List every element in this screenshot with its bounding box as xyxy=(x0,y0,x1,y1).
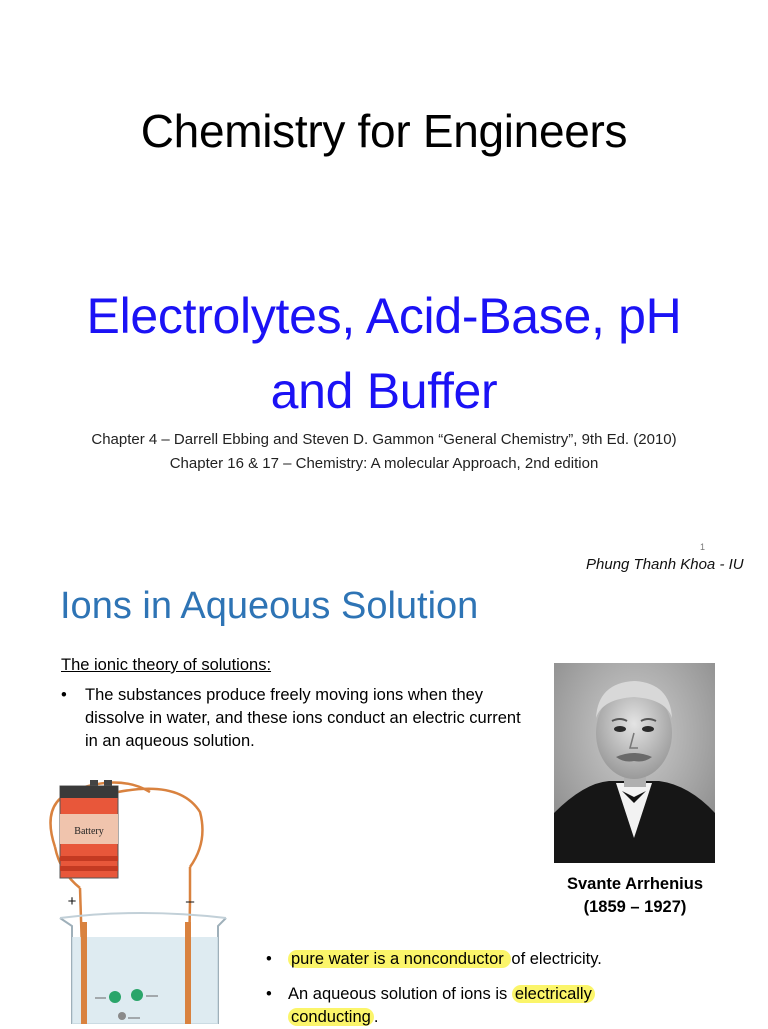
caption-name: Svante Arrhenius xyxy=(566,875,703,893)
slide-subtitle-line2: and Buffer xyxy=(270,363,498,419)
reference-line-2: Chapter 16 & 17 – Chemistry: A molecular Approach, 2nd edition xyxy=(169,455,599,472)
battery-label: Battery xyxy=(74,826,104,837)
theory-heading: The ionic theory of solutions: xyxy=(61,656,272,674)
arrhenius-portrait xyxy=(554,663,715,863)
highlight-conducting: conducting xyxy=(288,1008,374,1026)
author-credit: Phung Thanh Khoa - IU xyxy=(586,556,744,573)
bullet-text: The substances produce freely moving ions when they dissolve in water, and these ions conduct an electric current in an aqueous solution. xyxy=(85,686,521,750)
conductivity-apparatus-illustration xyxy=(40,772,250,1024)
bullet-dot: • xyxy=(61,686,67,704)
reference-line-1: Chapter 4 – Darrell Ebbing and Steven D. Gammon “General Chemistry”, 9th Ed. (2010) xyxy=(91,431,677,448)
bullet-dot: • xyxy=(266,950,272,968)
page-number: 1 xyxy=(700,542,706,552)
highlight-electrically: electrically xyxy=(512,985,595,1003)
caption-years: (1859 – 1927) xyxy=(583,898,687,916)
minus-sign: – xyxy=(185,893,195,910)
plus-sign: + xyxy=(67,893,77,910)
section-title: Ions in Aqueous Solution xyxy=(60,585,479,627)
bullet-text-end: . xyxy=(373,1008,379,1026)
bullet-text: of electricity. xyxy=(511,950,602,968)
bullet-text: An aqueous solution of ions is xyxy=(288,985,512,1003)
bullet-dot: • xyxy=(266,985,272,1003)
slide-title: Chemistry for Engineers xyxy=(140,105,628,157)
highlight-pure-water: pure water is a nonconductor xyxy=(288,950,511,968)
portrait-caption xyxy=(540,873,730,919)
bullet-item-ionic-theory xyxy=(61,684,521,753)
bullet-item-pure-water xyxy=(266,948,706,971)
wire-right xyxy=(118,789,202,867)
slide-subtitle-line1: Electrolytes, Acid-Base, pH xyxy=(86,288,682,344)
bullet-item-ionic-solution xyxy=(266,983,706,1029)
